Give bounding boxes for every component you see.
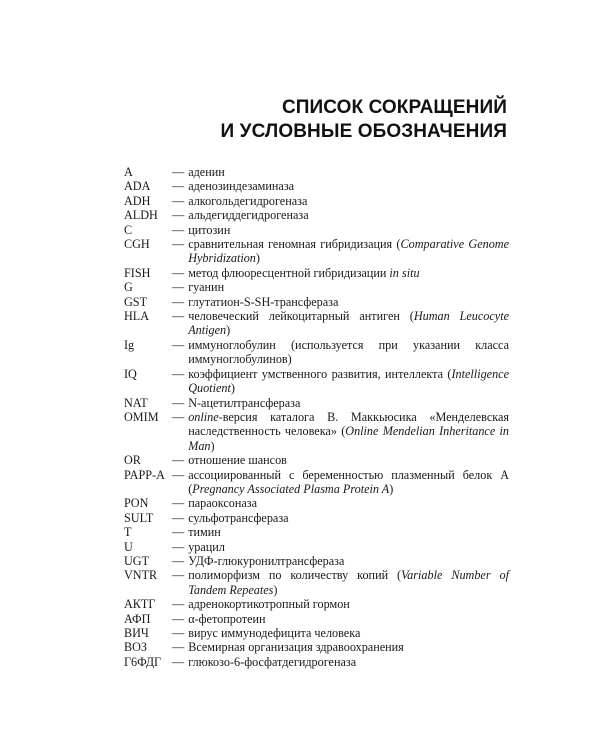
definition-text: α-фетопротеин [188, 611, 266, 626]
abbreviation-entry [124, 540, 509, 554]
abbreviation-entry [124, 295, 509, 309]
abbreviation-term: IQ [124, 366, 137, 381]
em-dash-separator: — [172, 165, 185, 179]
abbreviation-entry [124, 410, 509, 453]
abbreviation-definition [188, 468, 509, 497]
em-dash-separator: — [172, 597, 185, 612]
definition-text: ) [210, 438, 215, 453]
abbreviation-term: АКТГ [124, 597, 156, 612]
definition-text: ) [389, 481, 394, 496]
abbreviation-definition [188, 626, 509, 640]
definition-italic-text: Pregnancy Associated Plasma Protein A [192, 481, 390, 496]
em-dash-separator: — [172, 496, 185, 511]
definition-text: ) [230, 381, 235, 396]
definition-italic-text: Variable Number of Tandem Repeates [188, 568, 509, 597]
abbreviation-term: ADA [124, 179, 151, 194]
definition-text: полиморфизм по количеству копий ( [188, 568, 402, 583]
em-dash-separator: — [172, 179, 185, 194]
abbreviation-term: ALDH [124, 208, 158, 223]
abbreviation-term: OMIM [124, 409, 159, 424]
em-dash-separator: — [172, 553, 185, 568]
em-dash-separator: — [172, 208, 185, 223]
em-dash-separator: — [172, 395, 185, 410]
abbreviation-term: ВОЗ [124, 640, 148, 655]
abbreviation-definition [188, 597, 509, 611]
title-line-2: И УСЛОВНЫЕ ОБОЗНАЧЕНИЯ [220, 121, 507, 142]
definition-text: гуанин [188, 280, 225, 295]
abbreviation-entry [124, 453, 509, 467]
em-dash-separator: — [172, 265, 185, 280]
em-dash-separator: — [172, 626, 185, 640]
definition-italic-text: Human Leucocyte Antigen [188, 309, 509, 338]
abbreviation-definition [188, 396, 509, 410]
definition-text: альдегиддегидрогеназа [188, 208, 309, 223]
definition-text: сульфотрансфераза [188, 510, 289, 525]
abbreviation-entry [124, 554, 509, 568]
page-title [221, 96, 507, 144]
abbreviation-entry [124, 208, 509, 222]
definition-text: глюкозо-6-фосфатдегидрогеназа [188, 654, 357, 669]
definition-italic-text: Intelligence Quotient [188, 366, 509, 396]
em-dash-separator: — [172, 337, 185, 352]
abbreviation-term: PAPP-A [124, 467, 165, 482]
abbreviation-term: ВИЧ [124, 626, 149, 640]
em-dash-separator: — [172, 193, 185, 208]
abbreviation-term: FISH [124, 265, 151, 280]
definition-text: -версия каталога В. Маккьюсика «Менделевская наследственность человека» ( [188, 409, 509, 439]
definition-italic-text: Online Mendelian Inheritance in Man [188, 424, 509, 453]
abbreviation-entry [124, 511, 509, 525]
abbreviation-entry [124, 280, 509, 294]
abbreviation-definition [188, 309, 509, 338]
abbreviation-entry [124, 179, 509, 193]
abbreviation-definition [188, 525, 509, 539]
abbreviation-definition [188, 612, 509, 626]
em-dash-separator: — [172, 409, 185, 424]
abbreviation-definition [188, 496, 509, 510]
em-dash-separator: — [172, 539, 185, 554]
em-dash-separator: — [172, 294, 185, 309]
abbreviation-definition [188, 410, 509, 453]
definition-text: вирус иммунодефицита человека [188, 626, 361, 640]
abbreviation-term: G [124, 280, 133, 295]
definition-text: сравнительная геномная гибридизация ( [188, 237, 401, 252]
abbreviation-list [124, 165, 509, 669]
definition-text: урацил [188, 539, 225, 554]
abbreviation-term: Ig [124, 337, 135, 352]
abbreviation-term: CGH [124, 237, 150, 252]
em-dash-separator: — [172, 510, 185, 525]
abbreviation-term: VNTR [124, 568, 158, 583]
abbreviation-entry [124, 640, 509, 654]
abbreviation-entry [124, 396, 509, 410]
abbreviation-term: ADH [124, 193, 151, 208]
definition-italic-text: online [188, 409, 219, 424]
abbreviation-entry [124, 194, 509, 208]
abbreviation-term: NAT [124, 395, 148, 410]
abbreviation-entry [124, 468, 509, 497]
abbreviation-entry [124, 338, 509, 367]
definition-text: ) [273, 582, 278, 597]
definition-italic-text: Comparative Genome Hybridization [188, 237, 509, 266]
definition-text: N-ацетилтрансфераза [188, 395, 301, 410]
em-dash-separator: — [172, 237, 185, 252]
em-dash-separator: — [172, 525, 185, 540]
definition-text: цитозин [188, 222, 231, 237]
em-dash-separator: — [172, 366, 185, 381]
definition-text: ) [226, 323, 231, 338]
abbreviation-term: T [124, 525, 132, 540]
em-dash-separator: — [172, 280, 185, 295]
definition-text: метод флюоресцентной гибридизации [188, 265, 390, 280]
em-dash-separator: — [172, 467, 185, 482]
definition-text: адренокортикотропный гормон [188, 597, 350, 612]
definition-italic-text: in situ [389, 265, 420, 280]
abbreviation-term: C [124, 222, 133, 237]
abbreviation-term: U [124, 539, 133, 554]
definition-text: коэффициент умственного развития, интеллекта ( [188, 366, 452, 381]
abbreviation-term: HLA [124, 309, 150, 324]
abbreviation-term: A [124, 165, 133, 179]
abbreviation-definition [188, 280, 509, 294]
definition-text: ) [255, 251, 260, 266]
abbreviation-entry [124, 525, 509, 539]
abbreviation-definition [188, 453, 509, 467]
em-dash-separator: — [172, 568, 185, 583]
em-dash-separator: — [172, 611, 185, 626]
abbreviation-definition [188, 165, 509, 179]
abbreviation-entry [124, 597, 509, 611]
abbreviation-entry [124, 367, 509, 396]
abbreviation-definition [188, 338, 509, 367]
abbreviation-definition [188, 179, 509, 193]
em-dash-separator: — [172, 654, 185, 669]
definition-text: Всемирная организация здравоохранения [188, 640, 404, 655]
em-dash-separator: — [172, 222, 185, 237]
abbreviation-definition [188, 367, 509, 396]
em-dash-separator: — [172, 309, 185, 324]
definition-text: тимин [188, 525, 221, 540]
abbreviation-definition [188, 511, 509, 525]
abbreviation-entry [124, 626, 509, 640]
abbreviation-definition [188, 640, 509, 654]
abbreviation-entry [124, 655, 509, 669]
abbreviation-term: АФП [124, 611, 151, 626]
abbreviation-term: UGT [124, 553, 150, 568]
abbreviation-entry [124, 165, 509, 179]
abbreviation-definition [188, 266, 509, 280]
definition-text: алкогольдегидрогеназа [188, 193, 308, 208]
abbreviation-term: GST [124, 294, 148, 309]
abbreviation-definition [188, 194, 509, 208]
definition-text: иммуноглобулин (используется при указании класса иммуноглобулинов) [188, 337, 509, 367]
em-dash-separator: — [172, 640, 185, 655]
abbreviation-definition [188, 295, 509, 309]
em-dash-separator: — [172, 453, 185, 468]
definition-text: ассоциированный с беременностью плазменный белок A ( [188, 467, 509, 496]
definition-text: параоксоназа [188, 496, 257, 511]
definition-text: аденозиндезаминаза [188, 179, 295, 194]
abbreviation-definition [188, 237, 509, 266]
abbreviation-term: SULT [124, 510, 154, 525]
title-line-1: СПИСОК СОКРАЩЕНИЙ [281, 97, 507, 118]
abbreviation-definition [188, 568, 509, 597]
abbreviation-term: OR [124, 453, 141, 468]
definition-text: человеческий лейкоцитарный антиген ( [188, 309, 414, 324]
abbreviation-entry [124, 237, 509, 266]
abbreviation-term: Г6ФДГ [124, 654, 162, 669]
abbreviation-definition [188, 223, 509, 237]
abbreviation-definition [188, 655, 509, 669]
abbreviation-entry [124, 266, 509, 280]
definition-text: УДФ-глюкуронилтрансфераза [188, 553, 345, 568]
definition-text: отношение шансов [188, 453, 287, 468]
definition-text: глутатион-S-SH-трансфераза [188, 294, 339, 309]
abbreviation-entry [124, 223, 509, 237]
abbreviation-entry [124, 496, 509, 510]
abbreviation-definition [188, 208, 509, 222]
abbreviation-term: PON [124, 496, 149, 511]
abbreviation-entry [124, 309, 509, 338]
abbreviation-entry [124, 612, 509, 626]
abbreviation-definition [188, 540, 509, 554]
abbreviation-definition [188, 554, 509, 568]
definition-text: аденин [188, 165, 225, 179]
abbreviation-entry [124, 568, 509, 597]
